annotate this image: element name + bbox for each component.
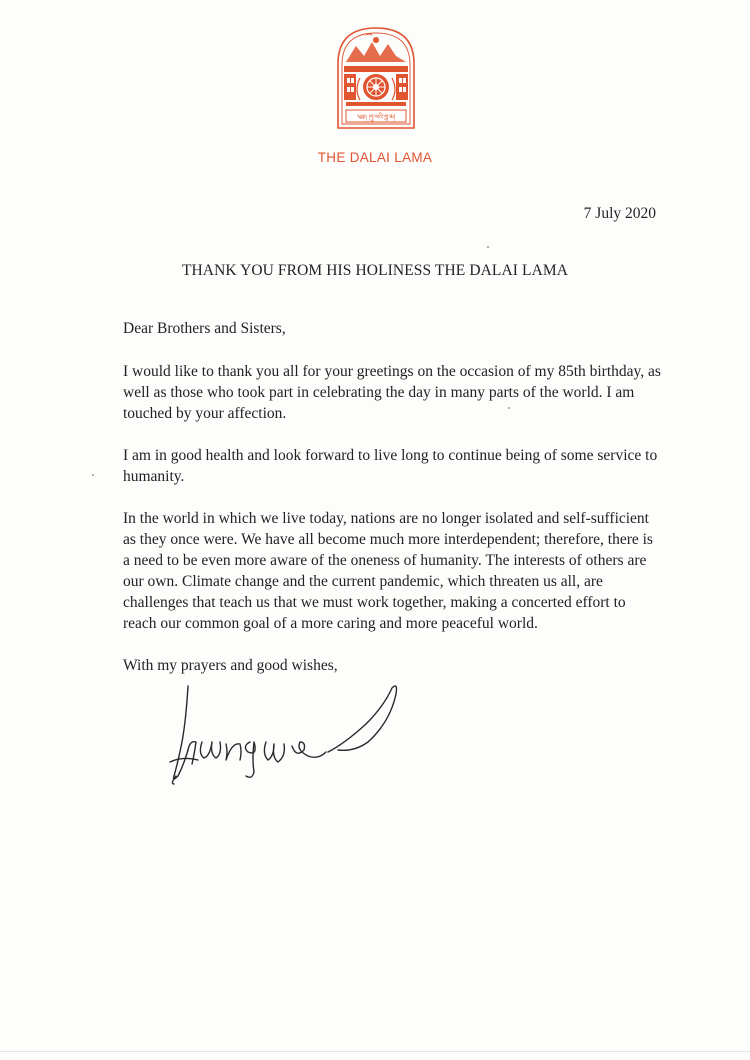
scan-speck bbox=[487, 246, 489, 248]
scan-speck bbox=[508, 407, 510, 409]
scan-speck bbox=[92, 474, 94, 476]
letter-date: 7 July 2020 bbox=[583, 205, 656, 222]
salutation: Dear Brothers and Sisters, bbox=[123, 320, 286, 337]
letter-title: THANK YOU FROM HIS HOLINESS THE DALAI LAMA bbox=[181, 262, 569, 279]
seal-inscription: ༄༅། །ཏཱ་ལའི་བླ་མ། bbox=[356, 114, 396, 121]
paragraph-health: I am in good health and look forward to live long to continue being of some service to humanity. bbox=[123, 447, 658, 485]
paragraph-thanks: I would like to thank you all for your greetings on the occasion of my 85th birthday, as well as those who took part in celebrating the day in many parts of the world. I am touched by your affection. bbox=[123, 363, 661, 422]
paragraph-interdependence: In the world in which we live today, nations are no longer isolated and self-sufficient as they once were. We have all become much more interdependent; therefore, there is a need to be even more aware of the oneness of humanity. The interests of others are our own. Climate change and the current pandemic, which threaten us all, are challenges that teach us that we must work together, making a concerted effort to reach our common goal of a more caring and more peaceful world. bbox=[123, 510, 653, 632]
closing-line: With my prayers and good wishes, bbox=[123, 657, 338, 674]
dalai-lama-seal-emblem bbox=[334, 24, 418, 134]
letter-body bbox=[123, 318, 663, 697]
letterhead-org-name: THE DALAI LAMA bbox=[317, 150, 433, 165]
scan-edge-line bbox=[0, 1051, 750, 1052]
handwritten-signature bbox=[168, 680, 418, 790]
